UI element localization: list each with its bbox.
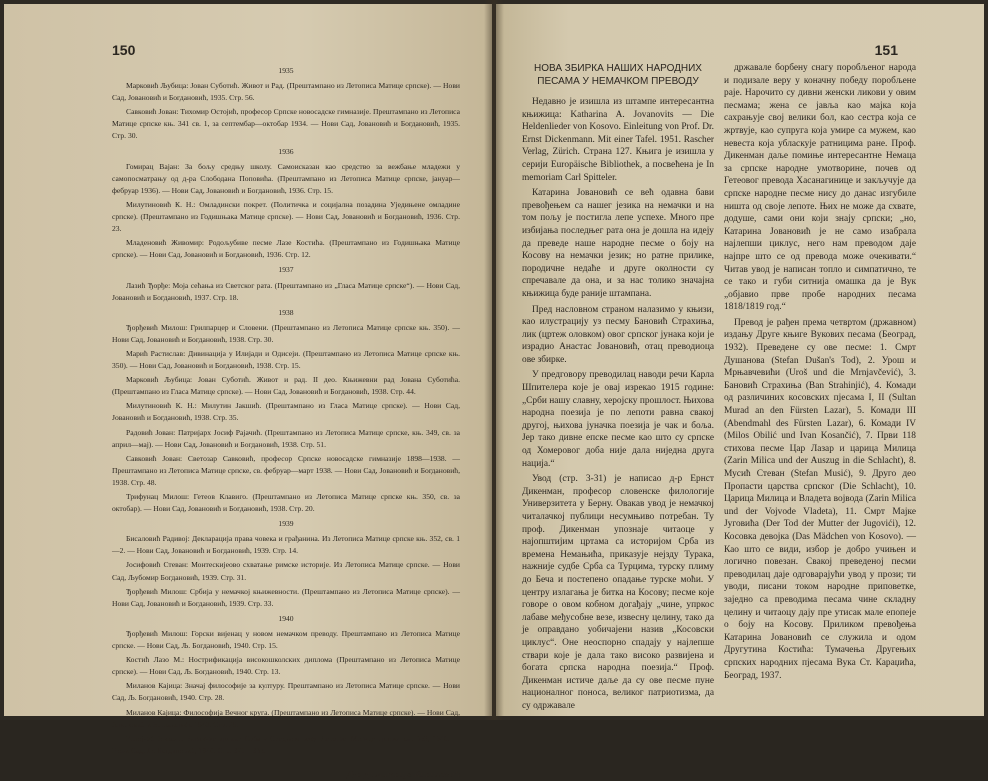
page-number: 150 bbox=[112, 42, 136, 58]
bibliography-entry: Бисаловић Радивој: Декларација права човека и грађанина. Из Летописа Матице српске књ. 352, св. 1—2. — Нови Сад, Јовановић и Богдановић, 1939. Стр. 14. bbox=[112, 534, 460, 556]
article-paragraph: Недавно је изишла из штампе интересантна књижица: Katharina A. Jovanovits — Die Heldenlieder von Kosovo. Einleitung von Prof. Dr. Ernst Dickenmann. Mit einer Tafel. 1951. Rascher Verlag, Zürich. Страна 127. Књига је изишла у серији Europäische Bibliothek, а посвећена је In memoriam Carl Spitteler. bbox=[522, 97, 714, 183]
article-paragraph: Катарина Јовановић се већ одавна бави превођењем са нашег језика на немачки и на том пољу је постигла лепе успехе. Много пре избијања последњег рата она је дошла на идеју да преведе наше народне песме о боју на Косову на немачки језик; но ратне прилике, породичне недаће и друге околности су спречавале да она, и за нас толико значајна књижица буде раније штампана. bbox=[522, 188, 714, 299]
bibliography-entry: Радовић Јован: Патријарх Јосиф Рајачић. (Прештампано из Летописа Матице српске, књ. 349, св. за април—мај). — Нови Сад, Јовановић и Богдановић, 1938. Стр. 51. bbox=[112, 427, 460, 449]
bibliography-entry: Савковић Јован: Светозар Савковић, професор Српске новосадске гимназије 1898—1938. — Прештампано из Летописа Матице српске, св. фебруар—март 1938. — Нови Сад, Јовановић и Богдановић, 1938. Стр. 48. bbox=[112, 453, 460, 487]
bibliography-entry: Ђорђевић Милош: Србија у немачкој књижевности. (Прештампано из Летописа Матице српске). — Нови Сад, Јовановић и Богдановић, 1939. Стр. 33. bbox=[112, 586, 460, 608]
year-heading: 1939 bbox=[278, 519, 294, 529]
article-paragraph: У предговору преводилац наводи речи Карла Шпителера које је овај изрекао 1915 године: „Срби нашу славну, херојску прошлост. Њихова народна поезија је по лепоти равна свакој другој, њихова јуначка поезија је чак и боља. Јер тако дивне епске песме као што су српске од Хомеровог доба није дала ниједна друга нација.“ bbox=[522, 370, 714, 469]
bibliography-entry: Милутиновић К. Н.: Милутин Јакшић. (Прештампано из Гласа Матице српске). — Нови Сад, Јовановић и Богдановић, 1938. Стр. 35. bbox=[112, 401, 460, 423]
bibliography-entry: Марковић Љубица: Јован Суботић. Живот и Рад. (Прештампано из Летописа Матице српске). — Нови Сад, Јовановић и Богдановић, 1935. Стр. 56. bbox=[112, 81, 460, 103]
right-page bbox=[496, 4, 984, 716]
bibliography-entry: Ђорђевић Милош: Грилпарцер и Словени. (Прештампано из Летописа Матице српске књ. 350). — Нови Сад, Јовановић и Богдановић, 1938. Стр. 30. bbox=[112, 322, 460, 344]
bibliography-entry: Ђорђевић Милош: Горски вијенац у новом немачком преводу. Прештампано из Летописа Матице српске. — Нови Сад, Љ. Богдановић, 1940. Стр. 15. bbox=[112, 628, 460, 651]
article-paragraph: Превод је рађен према четвртом (државном) издању Друге књиге Вукових песама (Београд, 1932). Преведене су ове песме: 1. Смрт Душанова (Stefan Dušan's Tod), 2. Урош и Мрњавчевићи (Uroš und die Mrnjavčević), 3. Бановић Страхиња (Ban Strahinjić), 4. Комади од различиних косовских пјесама I, II (Sultan Murad an den Fürsten Lazar), 5. Комади III (Abendmahl des Fürsten Lazar), 6. Комади IV (Milos Obilić und Ivan Kosančić), 7. Први 118 стихова песме Цар Лазар и царица Милица (Zarin Milica und der Auszug in die Schlacht), 8. Мусић Стеван (Stefan Musić), 9. Друго део Пропасти царства српског (Die Schlacht), 10. Царица Милица и Владета војвода (Zarin Milica und der Vojvode Vladeta), 11. Смрт Мајке Југовића (Der Tod der Mutter der Jugovići), 12. Косовка девојка (Das Mädchen von Kosovo). — Као што се види, избор је добро учињен и логично повезан. Свакој преведеној песми преводилац даје одговарајући увод у прози; ти уводи, писани током народне приповетке, заједно са преводима песама чине складну целину и читаоцу дају пре утисак мале епопеје о боју на Косову. Приликом превођења Катарина Јовановић се служила и одом Другутина Костића: Тумачења Другењих српских народних пјесама Вука Ст. Караџића, Београд, 1937. bbox=[724, 317, 916, 681]
bibliography-entry: Савковић Јован: Тихомир Остојић, професор Српске новосадске гимназије. Прештампано из Летописа Матице српске књ. 341 св. 1, за септембар—октобар 1934. — Нови Сад, Јовановић и Богдановић, 1935. Стр. 30. bbox=[112, 107, 460, 141]
year-heading: 1936 bbox=[278, 146, 294, 156]
bibliography-entry: Гомирац Вајан: За бољу средњу школу. Самоисказан као средство за вежбање младежи у самопосматрању од д-ра Слободана Поповића. (Прештампано из Летописа Матице српске, јануар—фебруар 1936). — Нови Сад, Јовановић и Богдановић, 1936. Стр. 15. bbox=[112, 161, 460, 195]
article-title: НОВА ЗБИРКА НАШИХ НАРОДНИХ ПЕСАМА У НЕМАЧКОМ ПРЕВОДУ bbox=[534, 63, 702, 87]
article-column-2 bbox=[724, 62, 916, 685]
bibliography-entry: Миланов Кајица: Философија Вечног круга. (Прештампано из Летописа Матице српске). — Нови Сад, Јовановић и Богдановић, 1940. Стр. 29. bbox=[112, 707, 460, 729]
year-heading: 1937 bbox=[278, 265, 294, 275]
bibliography-entry: Младеновић Живомир: Родољубиве песме Лазе Костића. (Прештампано из Годишњака Матице српске). — Нови Сад, Јовановић и Богдановић, 1936. Стр. 12. bbox=[112, 238, 460, 260]
left-page bbox=[4, 4, 492, 780]
bibliography-entry: Радојчић Никола: Ратничке врлине Срба у Средњем веку. Летопис Матице српске књ. 353, 1940. — Нови Сад, Љ. Богдановић, 1940. Стр. 321—333. bbox=[112, 733, 460, 755]
book-gutter bbox=[484, 0, 504, 720]
bibliography-entry: Лазић Ђорђе: Моја сећања из Светског рата. (Прештампано из „Гласа Матице српске“). — Нови Сад, Јовановић и Богдановић, 1937. Стр. 18. bbox=[112, 280, 460, 302]
page-number: 151 bbox=[874, 42, 898, 58]
year-heading: 1938 bbox=[278, 307, 294, 317]
bibliography-entry: Трифунац Милош: Гетеов Клавиго. (Прештампано из Летописа Матице српске књ. 350, св. за октобар). — Нови Сад, Јовановић и Богдановић, 1938. Стр. 20. bbox=[112, 492, 460, 514]
bibliography-entry: Миланов Кајица: Значај философије за културу. Прештампано из Летописа Матице српске. — Нови Сад, Љ. Богдановић, 1940. Стр. 28. bbox=[112, 681, 460, 703]
bibliography-entry: Костић Лазо М.: Нострификација високошколских диплома (Прештампано из Летописа Матице српске). — Нови Сад, Љ. Богдановић, 1940. Стр. 13. bbox=[112, 655, 460, 677]
bibliography-entry: Марић Растислав: Дивинација у Илијади и Одисеји. (Прештампано из Летописа Матице српске књ. 350). — Нови Сад, Јовановић и Богдановић, 1938. Стр. 15. bbox=[112, 348, 460, 371]
bibliography-entry: Марковић Љубица: Јован Суботић. Живот и рад. II део. Књижевни рад Јована Суботића. (Прештампано из Гласа Матице српске). — Нови Сад, Јовановић и Богдановић, 1938. Стр. 44. bbox=[112, 375, 460, 397]
article-paragraph: државале борбену снагу поробљеног народа и подизале веру у коначну победу поробљене раје. Нарочито су дивни женски ликови у овим песмама; жена се јавља као мајка која сахрањује свој велики бол, као сестра која се жртвује, као супруга која умире са мужем, као невеста која убласкује ратницима ране. Проф. Дикенман даље помиње интересантне Немаца за српске народне умотворине, почев од Гетеовог превода Хасанагинице и закључује да српске народне песме нису до данас изгубиле ништа од своје лепоте. Њих не може да схвате, додуше, сами они који знају српски; „но, Катарина Јовановић је не само изабрала најлепши циклус, него нам преводом даје најпре што се од превода може очекивати.“ Читав увод је написан топло и симпатично, те се тако и губи ситнија омашка да је Вук „објавио прве пробе народних песама 1818/1819 год.“ bbox=[724, 63, 916, 313]
article-paragraph: Пред насловном страном налазимо у књизи, као илустрацију уз песму Бановић Страхиња, лик (цртеж оловком) овог српског јунака који је израдио Анастас Јовановић, отац преводиоца ове збирке. bbox=[522, 304, 714, 365]
bibliography-entry: Милутиновић К. Н.: Омладински покрет. (Политичка и социјална позадина Уједињене омладине српске). (Прештампано из Годишњака Матице српске). — Нови Сад, Јовановић и Богдановић, 1936. Стр. 23. bbox=[112, 199, 460, 234]
author-signature: Д-р Димитрије Кириловић bbox=[346, 769, 460, 780]
bibliography-entry: Јосифовић Стеван: Монтескијеово схватање римске историје. Из Летописа Матице српске. — Нови Сад, Љубомир Богдановић, 1939. Стр. 31. bbox=[112, 560, 460, 582]
year-heading: 1940 bbox=[278, 613, 294, 623]
article-paragraph: Увод (стр. 3-31) је написао д-р Ернст Дикенман, професор словенске филологије Универзитета у Берну. Овакав увод је немачкој читалачкој публици несумњиво потребан. Ту проф. Дикенман упознаје читаоце у најопштијим цртама са историјом Срба из времена Немањића, приказује нејзду Турака, нажније судбе Срба са Турцима, турску плиму до Беча и постепено опадање турске моћи. У центру излагања је битка на Косову; песме које говоре о овом кобном догађају „чине, упркос лабаве међусобне везе, извесну целину, тако да је оправдано уобичајени назив „Косовски циклус“. Оне неоспорно спадају у најлепше ствари које је дала тако високо развијена и богата српска народна поезија.“ Проф. Дикенман истиче даље да су ове песме пуне националног поноса, великог патриотизма, да су одржавале bbox=[522, 474, 714, 711]
article-column-1 bbox=[522, 62, 714, 716]
bibliography bbox=[112, 62, 460, 781]
year-heading: 1935 bbox=[278, 66, 294, 75]
